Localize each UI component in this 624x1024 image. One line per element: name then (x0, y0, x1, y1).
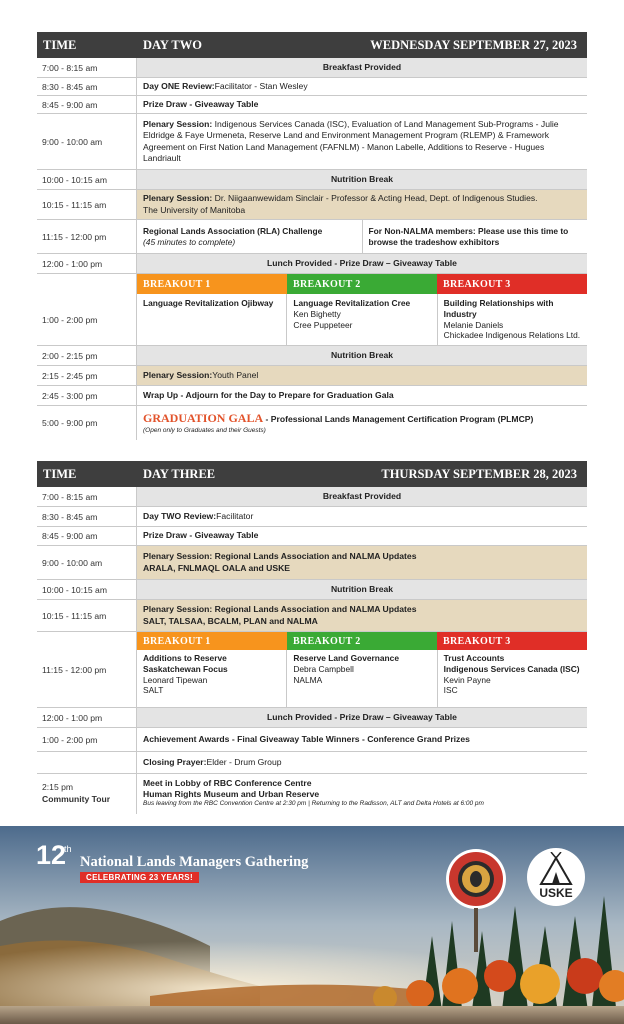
row-content (137, 114, 587, 169)
row-time (37, 274, 137, 294)
row-text: Indigenous Services Canada (ISC), Evaluation of Land Management Sub-Programs - Julie Eldridge & Faye Urmeneta, Reserve Land and Environment Management Program (RLEMP) & Framework Agreement on First Nation Land Management (FAFNLM) - Manon Labelle, Additions to Reserve - Hugues Landriault (143, 119, 559, 163)
session-title-line2: Indigenous Services Canada (ISC) (443, 663, 580, 674)
session-org: Chickadee Indigenous Relations Ltd. (443, 330, 581, 341)
row-time: 11:15 - 12:00 pm (37, 220, 137, 253)
breakout-2-session (286, 650, 436, 707)
time-column-header: TIME (43, 466, 77, 481)
row-content: Lunch Provided - Prize Draw – Giveaway Table (137, 254, 587, 273)
row-text: Regional Lands Association and NALMA Updates (212, 551, 417, 562)
schedule-row (37, 254, 587, 274)
session-title: Reserve Land Governance (293, 653, 399, 663)
day-two-header (37, 32, 587, 58)
tour-note: Bus leaving from the RBC Convention Centre at 2:30 pm | Returning to the Radisson, ALT and Delta Hotels at 6:00 pm (143, 800, 484, 808)
day-title: DAY THREE (143, 466, 216, 481)
feather-icon (474, 908, 478, 952)
event-name: National Lands Managers Gathering (80, 854, 309, 870)
schedule-row (37, 708, 587, 728)
row-time: 9:00 - 10:00 am (37, 114, 137, 169)
breakout-1-session (137, 650, 286, 707)
edition-suffix: th (64, 844, 72, 854)
non-member-text: For Non-NALMA members: Please use this time to browse the tradeshow exhibitors (368, 225, 569, 247)
schedule-row (37, 366, 587, 386)
row-label: Day ONE Review: (143, 80, 215, 91)
schedule-row (37, 294, 587, 346)
row-time: 12:00 - 1:00 pm (37, 254, 137, 273)
day-date: WEDNESDAY SEPTEMBER 27, 2023 (370, 37, 577, 52)
breakout-1-session (137, 294, 286, 345)
session-title: Building Relationships with Industry (443, 298, 554, 319)
breakout-sessions (137, 650, 587, 707)
row-label: Day TWO Review: (143, 510, 217, 521)
row-time: 9:00 - 10:00 am (37, 546, 137, 579)
row-time: 5:00 - 9:00 pm (37, 406, 137, 440)
row-content: Prize Draw - Giveaway Table (143, 530, 259, 541)
row-content: Nutrition Break (137, 346, 587, 365)
row-time: 7:00 - 8:15 am (37, 487, 137, 506)
row-text: Regional Lands Association and NALMA Updates (212, 604, 417, 615)
row-content (137, 190, 587, 219)
day-three-header (37, 461, 587, 487)
row-time: 1:00 - 2:00 pm (37, 294, 137, 345)
schedule-row (37, 346, 587, 366)
breakout-sessions (137, 294, 587, 345)
row-content (137, 600, 587, 631)
row-time: 2:15 - 2:45 pm (37, 366, 137, 385)
session-speaker: Debra Campbell (293, 663, 354, 674)
row-time (37, 752, 137, 773)
row-text: Youth Panel (212, 369, 259, 380)
row-text: Dr. Niigaanwewidam Sinclair - Professor & Acting Head, Dept. of Indigenous Studies. (212, 193, 538, 204)
gala-note: (Open only to Graduates and their Guests) (143, 426, 266, 434)
row-content: Nutrition Break (137, 580, 587, 599)
row-label: Plenary Session: (143, 193, 213, 204)
celebrating-badge: CELEBRATING 23 YEARS! (80, 872, 199, 883)
row-time: 10:00 - 10:15 am (37, 170, 137, 189)
schedule-row (37, 58, 587, 78)
session-org: Cree Puppeteer (293, 319, 353, 330)
breakout-2-header: BREAKOUT 2 (287, 632, 437, 650)
session-speaker: Ken Bighetty (293, 308, 341, 319)
session-org: SALT (143, 685, 164, 696)
breakout-3-session (437, 650, 587, 707)
session-speaker: Kevin Payne (443, 674, 491, 685)
uske-logo-text: USKE (539, 886, 573, 900)
tour-time: 2:15 pm (42, 782, 74, 793)
tour-line2: Human Rights Museum and Urban Reserve (143, 789, 320, 800)
breakout-block (37, 632, 587, 708)
schedule-row (37, 114, 587, 170)
breakout-header-row (37, 274, 587, 294)
session-speaker: Leonard Tipewan (143, 674, 208, 685)
row-content (137, 78, 587, 95)
session-title-line2: Saskatchewan Focus (143, 663, 228, 674)
row-label: Plenary Session: (143, 369, 213, 380)
row-content: Prize Draw - Giveaway Table (143, 98, 259, 109)
row-time: 8:45 - 9:00 am (37, 527, 137, 545)
breakout-headers (137, 632, 587, 650)
gala-text: - Professional Lands Management Certification Program (PLMCP) (263, 414, 534, 424)
schedule-row (37, 487, 587, 507)
schedule-row (37, 386, 587, 406)
row-content: Lunch Provided - Prize Draw – Giveaway Table (137, 708, 587, 727)
row-text-line2: ARALA, FNLMAQL OALA and USKE (143, 562, 291, 573)
row-text: Facilitator (216, 510, 254, 521)
row-content (137, 774, 587, 814)
row-time: 1:00 - 2:00 pm (37, 728, 137, 751)
schedule-row (37, 406, 587, 440)
breakout-3-header: BREAKOUT 3 (437, 274, 587, 294)
breakout-3-header: BREAKOUT 3 (437, 632, 587, 650)
row-text-line2: SALT, TALSAA, BCALM, PLAN and NALMA (143, 615, 318, 626)
day-date: THURSDAY SEPTEMBER 28, 2023 (381, 466, 577, 481)
session-title: Language Revitalization Cree (293, 298, 411, 308)
row-text-line2: The University of Manitoba (143, 204, 246, 215)
session-speaker: Melanie Daniels (443, 319, 504, 330)
session-title: Additions to Reserve (143, 653, 227, 663)
tour-label: Community Tour (42, 794, 111, 804)
tour-line1: Meet in Lobby of RBC Conference Centre (143, 778, 312, 788)
row-time: 7:00 - 8:15 am (37, 58, 137, 77)
row-text: Elder - Drum Group (206, 756, 282, 767)
row-content (137, 752, 587, 773)
row-time: 10:00 - 10:15 am (37, 580, 137, 599)
schedule-row (37, 220, 587, 254)
breakout-3-session (437, 294, 587, 345)
rla-title: Regional Lands Association (RLA) Challenge (143, 225, 323, 236)
row-time: 11:15 - 12:00 pm (37, 632, 137, 707)
row-content: Breakfast Provided (137, 58, 587, 77)
schedule-row (37, 580, 587, 600)
row-label: Closing Prayer: (143, 756, 207, 767)
row-content: Nutrition Break (137, 170, 587, 189)
row-time: 8:45 - 9:00 am (37, 96, 137, 113)
schedule-row (37, 78, 587, 96)
row-content (137, 546, 587, 579)
day-three-schedule (37, 461, 587, 814)
schedule-row (37, 752, 587, 774)
session-org: NALMA (293, 674, 323, 685)
row-content: Wrap Up - Adjourn for the Day to Prepare for Graduation Gala (143, 389, 394, 400)
row-time: 2:45 - 3:00 pm (37, 386, 137, 405)
nalma-seal-logo (445, 848, 507, 910)
schedule-row (37, 600, 587, 632)
edition-number: 12 (36, 840, 67, 870)
session-title: Language Revitalization Ojibway (143, 298, 274, 308)
breakout-2-header: BREAKOUT 2 (287, 274, 437, 294)
row-content (137, 366, 587, 385)
session-title: Trust Accounts (443, 653, 505, 663)
split-content (137, 220, 587, 253)
breakout-column (137, 632, 587, 707)
row-label: Plenary Session: (143, 604, 213, 615)
schedule-row (37, 774, 587, 814)
row-content: Breakfast Provided (137, 487, 587, 506)
row-time: 2:00 - 2:15 pm (37, 346, 137, 365)
breakout-1-header: BREAKOUT 1 (137, 274, 287, 294)
row-content: Achievement Awards - Final Giveaway Table Winners - Conference Grand Prizes (143, 733, 470, 744)
row-time: 10:15 - 11:15 am (37, 190, 137, 219)
rla-challenge (137, 220, 362, 253)
row-time: 8:30 - 8:45 am (37, 78, 137, 95)
day-two-schedule (37, 32, 587, 440)
row-time (37, 774, 137, 814)
time-column-header: TIME (43, 37, 77, 52)
schedule-row (37, 190, 587, 220)
schedule-row (37, 546, 587, 580)
row-content (137, 406, 587, 440)
row-label: Plenary Session: (143, 551, 213, 562)
row-content (137, 507, 587, 526)
schedule-row (37, 170, 587, 190)
uske-logo (527, 848, 585, 906)
row-label: Plenary Session: (143, 119, 213, 130)
schedule-row (37, 728, 587, 752)
rla-note: (45 minutes to complete) (143, 236, 236, 247)
row-time: 8:30 - 8:45 am (37, 507, 137, 526)
session-org: ISC (443, 685, 458, 696)
schedule-row (37, 96, 587, 114)
breakout-2-session (286, 294, 436, 345)
non-member-note (362, 220, 588, 253)
day-title: DAY TWO (143, 37, 202, 52)
row-text: Facilitator - Stan Wesley (214, 80, 308, 91)
breakout-1-header: BREAKOUT 1 (137, 632, 287, 650)
schedule-row (37, 527, 587, 546)
row-time: 10:15 - 11:15 am (37, 600, 137, 631)
gala-title: GRADUATION GALA (143, 411, 264, 425)
breakout-headers (137, 274, 587, 294)
row-time: 12:00 - 1:00 pm (37, 708, 137, 727)
schedule-row (37, 507, 587, 527)
